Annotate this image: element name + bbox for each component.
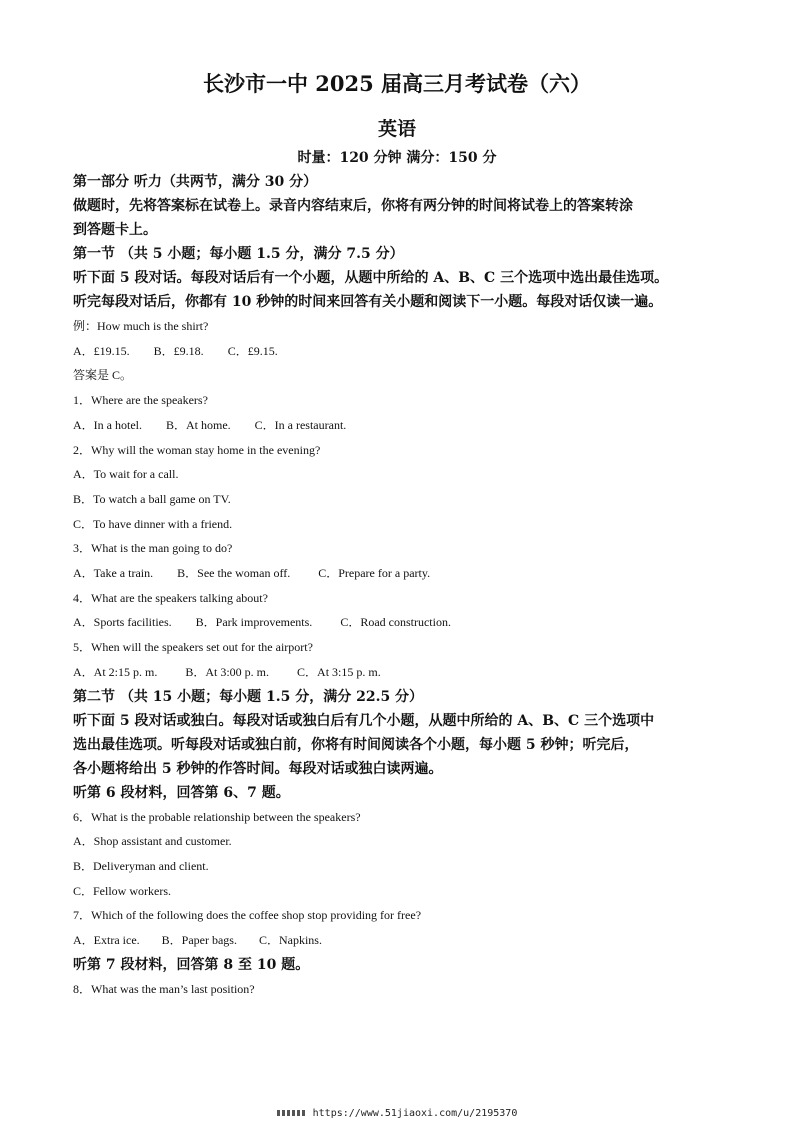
section2-instruction: 听下面 5 段对话或独白。每段对话或独白后有几个小题，从题中所给的 A、B、C 三个选项中: [73, 712, 655, 729]
example-options: [73, 339, 723, 364]
option: C．Prepare for a party.: [318, 566, 431, 581]
option: C．At 3:15 p. m.: [297, 664, 381, 679]
option: A．In a hotel.: [73, 417, 142, 432]
section1-instruction: 听下面 5 段对话。每段对话后有一个小题，从题中所给的 A、B、C 三个选项中选出最佳选项。: [73, 270, 669, 286]
section2-instruction: 各小题将给出 5 秒钟的作答时间。每段对话或独白读两遍。: [73, 760, 443, 777]
question-2: 2．Why will the woman stay home in the evening?: [73, 442, 321, 457]
material-7-heading: 听第 7 段材料，回答第 8 至 10 题。: [73, 956, 310, 973]
option: B．At 3:00 p. m.: [185, 664, 270, 679]
part1-intro-line: 到答题卡上。: [73, 222, 157, 238]
option: A．Extra ice.: [73, 933, 140, 948]
option: B．At home.: [165, 417, 231, 432]
question-8: 8．What was the man’s last position?: [73, 981, 255, 996]
exam-time-score: 时量：120 分钟 满分：150 分: [297, 150, 497, 166]
exam-title: 长沙市一中 2025 届高三月考试卷（六）: [202, 71, 592, 96]
option: A．Take a train.: [73, 566, 154, 581]
option: B．To watch a ball game on TV.: [73, 491, 231, 506]
option: A．At 2:15 p. m.: [73, 664, 158, 679]
option: A．To wait for a call.: [73, 467, 179, 482]
example-answer: 答案是 C。: [73, 368, 133, 383]
section1-instruction: 听完每段对话后，你都有 10 秒钟的时间来回答有关小题和阅读下一小题。每段对话仅读一遍。: [73, 294, 663, 310]
option: C．Road construction.: [340, 615, 451, 630]
option: A．Sports facilities.: [73, 615, 172, 630]
question-5-options: [73, 660, 723, 685]
question-6: 6．What is the probable relationship between the speakers?: [73, 809, 361, 824]
footer-url[interactable]: https://www.51jiaoxi.com/u/2195370: [312, 1108, 518, 1119]
option: C．Fellow workers.: [73, 883, 171, 898]
option: C．Napkins.: [258, 933, 322, 948]
question-1: 1．Where are the speakers?: [73, 393, 208, 408]
exam-subject: 英语: [377, 118, 416, 140]
exam-body: [73, 170, 723, 1001]
option: C．To have dinner with a friend.: [73, 516, 233, 531]
section2-instruction: 选出最佳选项。听每段对话或独白前，你将有时间阅读各个小题，每小题 5 秒钟；听完后，: [73, 736, 639, 753]
part1-intro-line: 做题时，先将答案标在试卷上。录音内容结束后，你将有两分钟的时间将试卷上的答案转涂: [73, 198, 633, 214]
option: C．In a restaurant.: [254, 417, 347, 432]
question-4: 4．What are the speakers talking about?: [73, 590, 268, 605]
option: A．Shop assistant and customer.: [73, 834, 232, 849]
question-4-options: [73, 610, 723, 635]
part1-heading: 第一部分 听力（共两节，满分 30 分）: [73, 174, 318, 190]
option: C．£9.15.: [227, 343, 278, 358]
question-3: 3．What is the man going to do?: [73, 541, 233, 556]
option: B．Park improvements.: [195, 615, 313, 630]
example-question: 例：How much is the shirt?: [73, 319, 209, 333]
option: B．See the woman off.: [177, 566, 291, 581]
footer-watermark: [0, 1108, 794, 1119]
option: B．£9.18.: [153, 343, 204, 358]
option: B．Deliveryman and client.: [73, 858, 209, 873]
section2-heading: 第二节 （共 15 小题；每小题 1.5 分，满分 22.5 分）: [73, 688, 424, 705]
section1-heading: 第一节 （共 5 小题；每小题 1.5 分，满分 7.5 分）: [73, 246, 404, 262]
question-3-options: [73, 561, 723, 586]
question-1-options: [73, 413, 723, 438]
question-5: 5．When will the speakers set out for the airport?: [73, 640, 313, 655]
material-6-heading: 听第 6 段材料，回答第 6、7 题。: [73, 784, 290, 801]
option: A．£19.15.: [73, 343, 130, 358]
watermark-logo-icon: [277, 1110, 307, 1116]
option: B．Paper bags.: [161, 933, 237, 948]
question-7: 7．Which of the following does the coffee shop stop providing for free?: [73, 908, 422, 923]
question-7-options: [73, 928, 723, 953]
